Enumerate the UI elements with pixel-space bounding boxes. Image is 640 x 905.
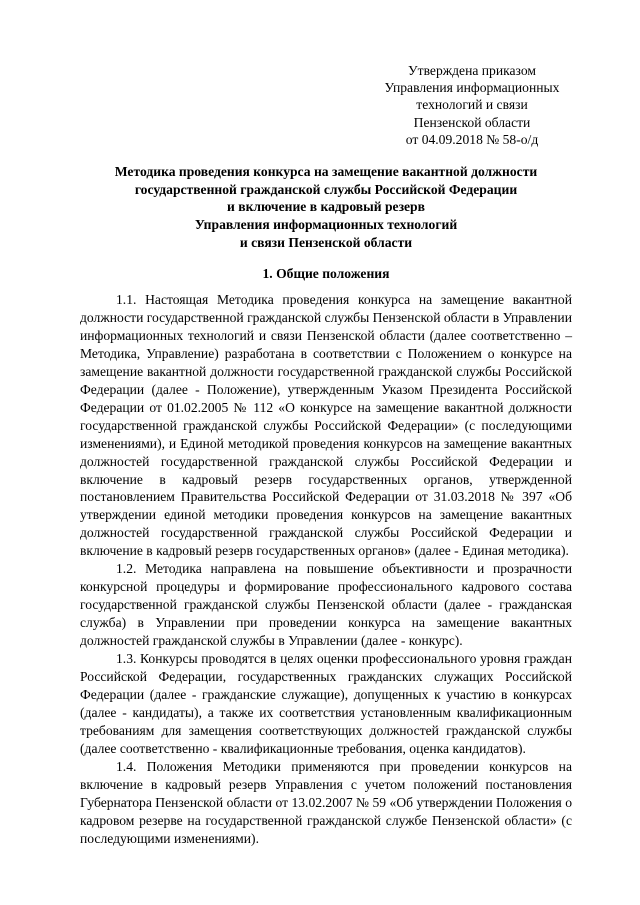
paragraph: 1.3. Конкурсы проводятся в целях оценки профессионального уровня граждан Российской Федерации, государственных гражданских служащих Российской Федерации (далее - гражданские служащие), допущенных к участию в конкурсах (далее - кандидаты), а также их соответствия установленным квалификационным требованиям для замещения соответствующих должностей гражданской службы (далее соответственно - квалификационные требования, оценка кандидатов). (80, 651, 572, 756)
title-line: и связи Пензенской области (239, 234, 413, 250)
approval-line: Пензенской области (413, 114, 531, 130)
document-body (80, 291, 572, 848)
document-title (80, 163, 572, 252)
title-line: и включение в кадровый резерв (227, 199, 425, 215)
approval-line: Управления информационных (384, 80, 560, 96)
title-line: Управления информационных технологий (194, 217, 458, 233)
approval-stamp (372, 62, 572, 148)
approval-line: технологий и связи (416, 97, 528, 113)
section-heading: 1. Общие положения (262, 266, 390, 281)
paragraph: 1.2. Методика направлена на повышение объективности и прозрачности конкурсной процедуры и формирование профессионального кадрового состава государственной гражданской службы Пензенской области (далее - гражданская служба) в Управлении при проведении конкурса на замещение вакантных должностей гражданской службы в Управлении (далее - конкурс). (80, 561, 572, 649)
approval-line: от 04.09.2018 № 58-о/д (405, 131, 539, 147)
paragraph: 1.1. Настоящая Методика проведения конкурса на замещение вакантной должности государственной гражданской службы Пензенской области в Управлении информационных технологий и связи Пензенской области (далее соответственно – Методика, Управление) разработана в соответствии с Положением о конкурсе на замещение вакантной должности государственной гражданской службы Российской Федерации (далее - Положение), утвержденным Указом Президента Российской Федерации от 01.02.2005 № 112 «О конкурсе на замещение вакантной должности государственной гражданской службы Российской Федерации» (с последующими изменениями), и Единой методикой проведения конкурсов на замещение вакантных должностей государственной гражданской службы Российской Федерации и включение в кадровый резерв государственных органов, утвержденной постановлением Правительства Российской Федерации от 31.03.2018 № 397 «Об утверждении единой методики проведения конкурсов на замещение вакантных должностей государственной гражданской службы Российской Федерации и включение в кадровый резерв государственных органов» (далее - Единая методика). (80, 292, 572, 559)
title-line: государственной гражданской службы Российской Федерации (134, 181, 518, 197)
approval-line: Утверждена приказом (408, 63, 536, 78)
title-line: Методика проведения конкурса на замещение вакантной должности (114, 164, 538, 179)
paragraph: 1.4. Положения Методики применяются при проведении конкурсов на включение в кадровый резерв Управления с учетом положений постановления Губернатора Пензенской области от 13.02.2007 № 59 «Об утверждении Положения о кадровом резерве на государственной гражданской службе Пензенской области» (с последующими изменениями). (80, 758, 572, 846)
